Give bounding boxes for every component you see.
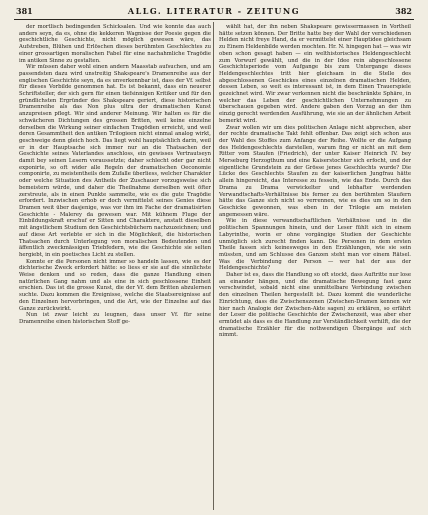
paragraph: Konnte er die Personen nicht immer so handeln lassen, wie es der dichterische Zweck erfordert hätte: so liess er sie auf die sinnlichste Weise denken und so reden, dass die ganze Handlung einen natürlichen Gang nahm und als eine in sich geschlossene Einheit erschien. Das ist die grosse Kunst, die der Vf. dem Britten abzulernen suchte. Dazu kommen die Ereignisse, welche die Staatsereignisse auf den Einzelnen hervorbringen, und die Art, wie der Einzelne auf das Ganze zurückwirkt. (19, 258, 211, 312)
paragraph: der mortlisch bedingenden Schicksalen. Und wie konnte das auch anders seyn, da es, ohne die kekkeren Wagnisse der Poesie gegen die geschichtliche Geschichte, nicht möglich gewesen wäre, das Aufstreben, Blühen und Erlöschen dieses berühmten Geschlechtes zu einer grossartigen moralischen Fabel für eine nachahmliche Tragödie im antiken Sinne zu gestalten. (19, 24, 211, 64)
paragraph: Nun ist zwar leicht zu leugnen, dass unser Vf. für seine Dramenreihe einen historischen Stoff ge- (19, 312, 211, 325)
page-number-left: 381 (16, 6, 33, 16)
column-divider (213, 22, 214, 510)
paragraph: wählt hat, der ihn neben Shakspeare gewissermassen in Vortheil hätte setzen können. Der Britte hatte bey der Wahl der verschiedenen Helden nicht freye Hand, da er vermittelst einer Hauptidee gleichsam zu Einem Heldenbilde werden mochten. Hr. N. hingegen hat — was wir oben schon gesagt haben — ein welthistorisches Heldengeschlecht zum Vorwurf gewählt, und die in der Idee rein abgeschlossene Geschichtsperiode vom Aufgange bis zum Untergange dieses Heldengeschlechtes tritt hier gleichsam in die Stelle des abgeschlossenen Geschickes eines einzelnen dramatischen Helden, dessen Leben, so weit es interessant ist, in dem Einen Trauerspiele gezeichnet wird. Wir zwar verkennen nicht die beschränkte Sphäre, in welcher das Leben der geschichtlichen Unternehmungen zu überschauen gegeben wird. Andere gaben den Vorzug an der ihm einzig gerecht werdenden Ausführung, wie sie an der ähnlichen Arbeit bemerkt wird. (219, 24, 411, 124)
running-title: ALLG. LITERATUR - ZEITUNG (127, 6, 301, 16)
page-header (14, 6, 414, 20)
text-column-right (219, 24, 411, 510)
paragraph: Wir müssen daher wohl einen andern Maasstab aufsuchen, und am passendsten dazu wird unstreitig Shakspeare's Dramenreihe aus der englischen Geschichte seyn, da es unverkennbar ist, dass der Vf. selbst für dieses Vorbilde genommen hat. Es ist bekannt, dass ein neuerer Schriftsteller, der sich gern für einen tiefsinnigen Kritiker und für den gründlichsten Ergründer des Shakspeare geriert, diese historischen Dramenreihe als das Non plus ultra der dramatischen Kunst anzupreisen pflegt. Wir sind anderer Meinung. Wir halten es für die schwächeren Dichtungen des grossen Britten, weil keine einzelne derselben die Wirkung seiner einfachen Tragödien erreicht, und weil deren Gesammtheit den antiken Trilogieen nicht einmal analog wirkt, geschweige denn gleich hoch. Das liegt wohl hauptsächlich darin, weil er in der Hauptsache sich immer nur an die Thatsachen der Geschichte seines Vaterlandes anschloss, ein gewisses Vertrautseyn damit bey seinen Lesern voraussetzte; daher schlecht oder gar nicht exponirte, so oft wider alle Regeln der dramatischen Oeconomie componirte, zu meistentheils dem Zufalle überliess, welcher Charakter oder welche Situation des Antheils der Zuschauer vorzugsweise sich bemeistern würde, und daher die Theilnahme derselben weit öfter zerstreute, als in einen Punkte sammelte, wie es die gute Tragödie erfordert. Inzwischen erhob er doch vermittelst seines Genies diese Dramen weit über dasjenige, was vor ihm im Fache der dramatisirten Geschichte - Malerey da gewesen war. Mit kühnem Fluge der Einbildungskraft erschuf er Sitten und Charaktere, anstatt dieselben mit ängstlichem Studium den Geschichtsbüchern nachzuzeichnen; und auf diese Art verlebte er sich in die Möglichkeit, die historischen Thatsachen durch Unterlegung von moralischen Bedeutenden und äffentlich zweckmässigen Triebfedern, wie die Geschichte sie selten hergiebt, in ein poetisches Licht zu stellen. (19, 64, 211, 258)
page-number-right: 382 (395, 6, 412, 16)
paragraph: Zwar wollen wir um dies politischen Anlage nicht abprechen, aber der rechte dramatische Takt fehlt offenbar. Das zeigt sich schon aus der Wahl des Stoffes zum Anfange der Reihe. Wollte er die Aufgang des Heldengeschlechts darstellen, warum fing er nicht an mit dem Ritter vom Staufen (Friedrich), der unter Kaiser Heinrich IV. bey Merseburg Herzogthum und eine Kaiserstochter sich erfocht, und der eigentliche Grundstein zu der Grösse jenes Geschlechts wurde? Die Lücke des Geschlechts Staufen zu der kaiserlichen Jungfrau hätte allein hingereicht, das Interesse zu fesseln, wie das Ende. Durch das Drama zu Drama verwickelter und lebhafter werdenden Verwandtschafts-Verhältnisse bis ferner zu den berühmten Staufern hätte das Ganze sich nicht so verrennen, wie es dies um so in den Geschicke gewonnen, was eben in der Trilogie am meisten angemessen wäre. (219, 124, 411, 218)
paragraph: Daher ist es, dass die Handlung so oft stockt, dass Auftritte nur lose an einander hängen, und die dramatische Bewegung fast ganz verschwindet, sobald nicht eine unmittelbare Verbindung zwischen den einzelnen Theilen hergestellt ist. Dazu kommt die wunderliche Einrichtung, dass die Zwischenszenen (Zwischen-Dramen kennen wir hier nach Analogie der Zwischen-Akte sagen) zu erklären, so erfährt der Leser die politische Geschichte der Zwischenzeit, was aber eher ermüdet als dass es die Handlung zur Verständlichkeit verhilft, die der dramatische Erzähler für die nothwendigen Übergänge auf sich nimmt. (219, 272, 411, 339)
text-column-left (19, 24, 211, 510)
paragraph: Wie in diese verwandtschaftlichen Verhältnisse und in die politischen Spannungen hinein, und der Leser fühlt sich in einem Labyrinthe, worin er ohne vorgängige Studien der Geschichte unmöglich sich zurecht finden kann. Die Personen in dem ersten Theile fassen sich keinesweges in den Erzählungen, wie sie sein müssten, und am Schlusse des Ganzen steht man vor einem Rätsel. Was die Verbindung der Person — wer hat der aus der Heldengeschichte? (219, 218, 411, 272)
